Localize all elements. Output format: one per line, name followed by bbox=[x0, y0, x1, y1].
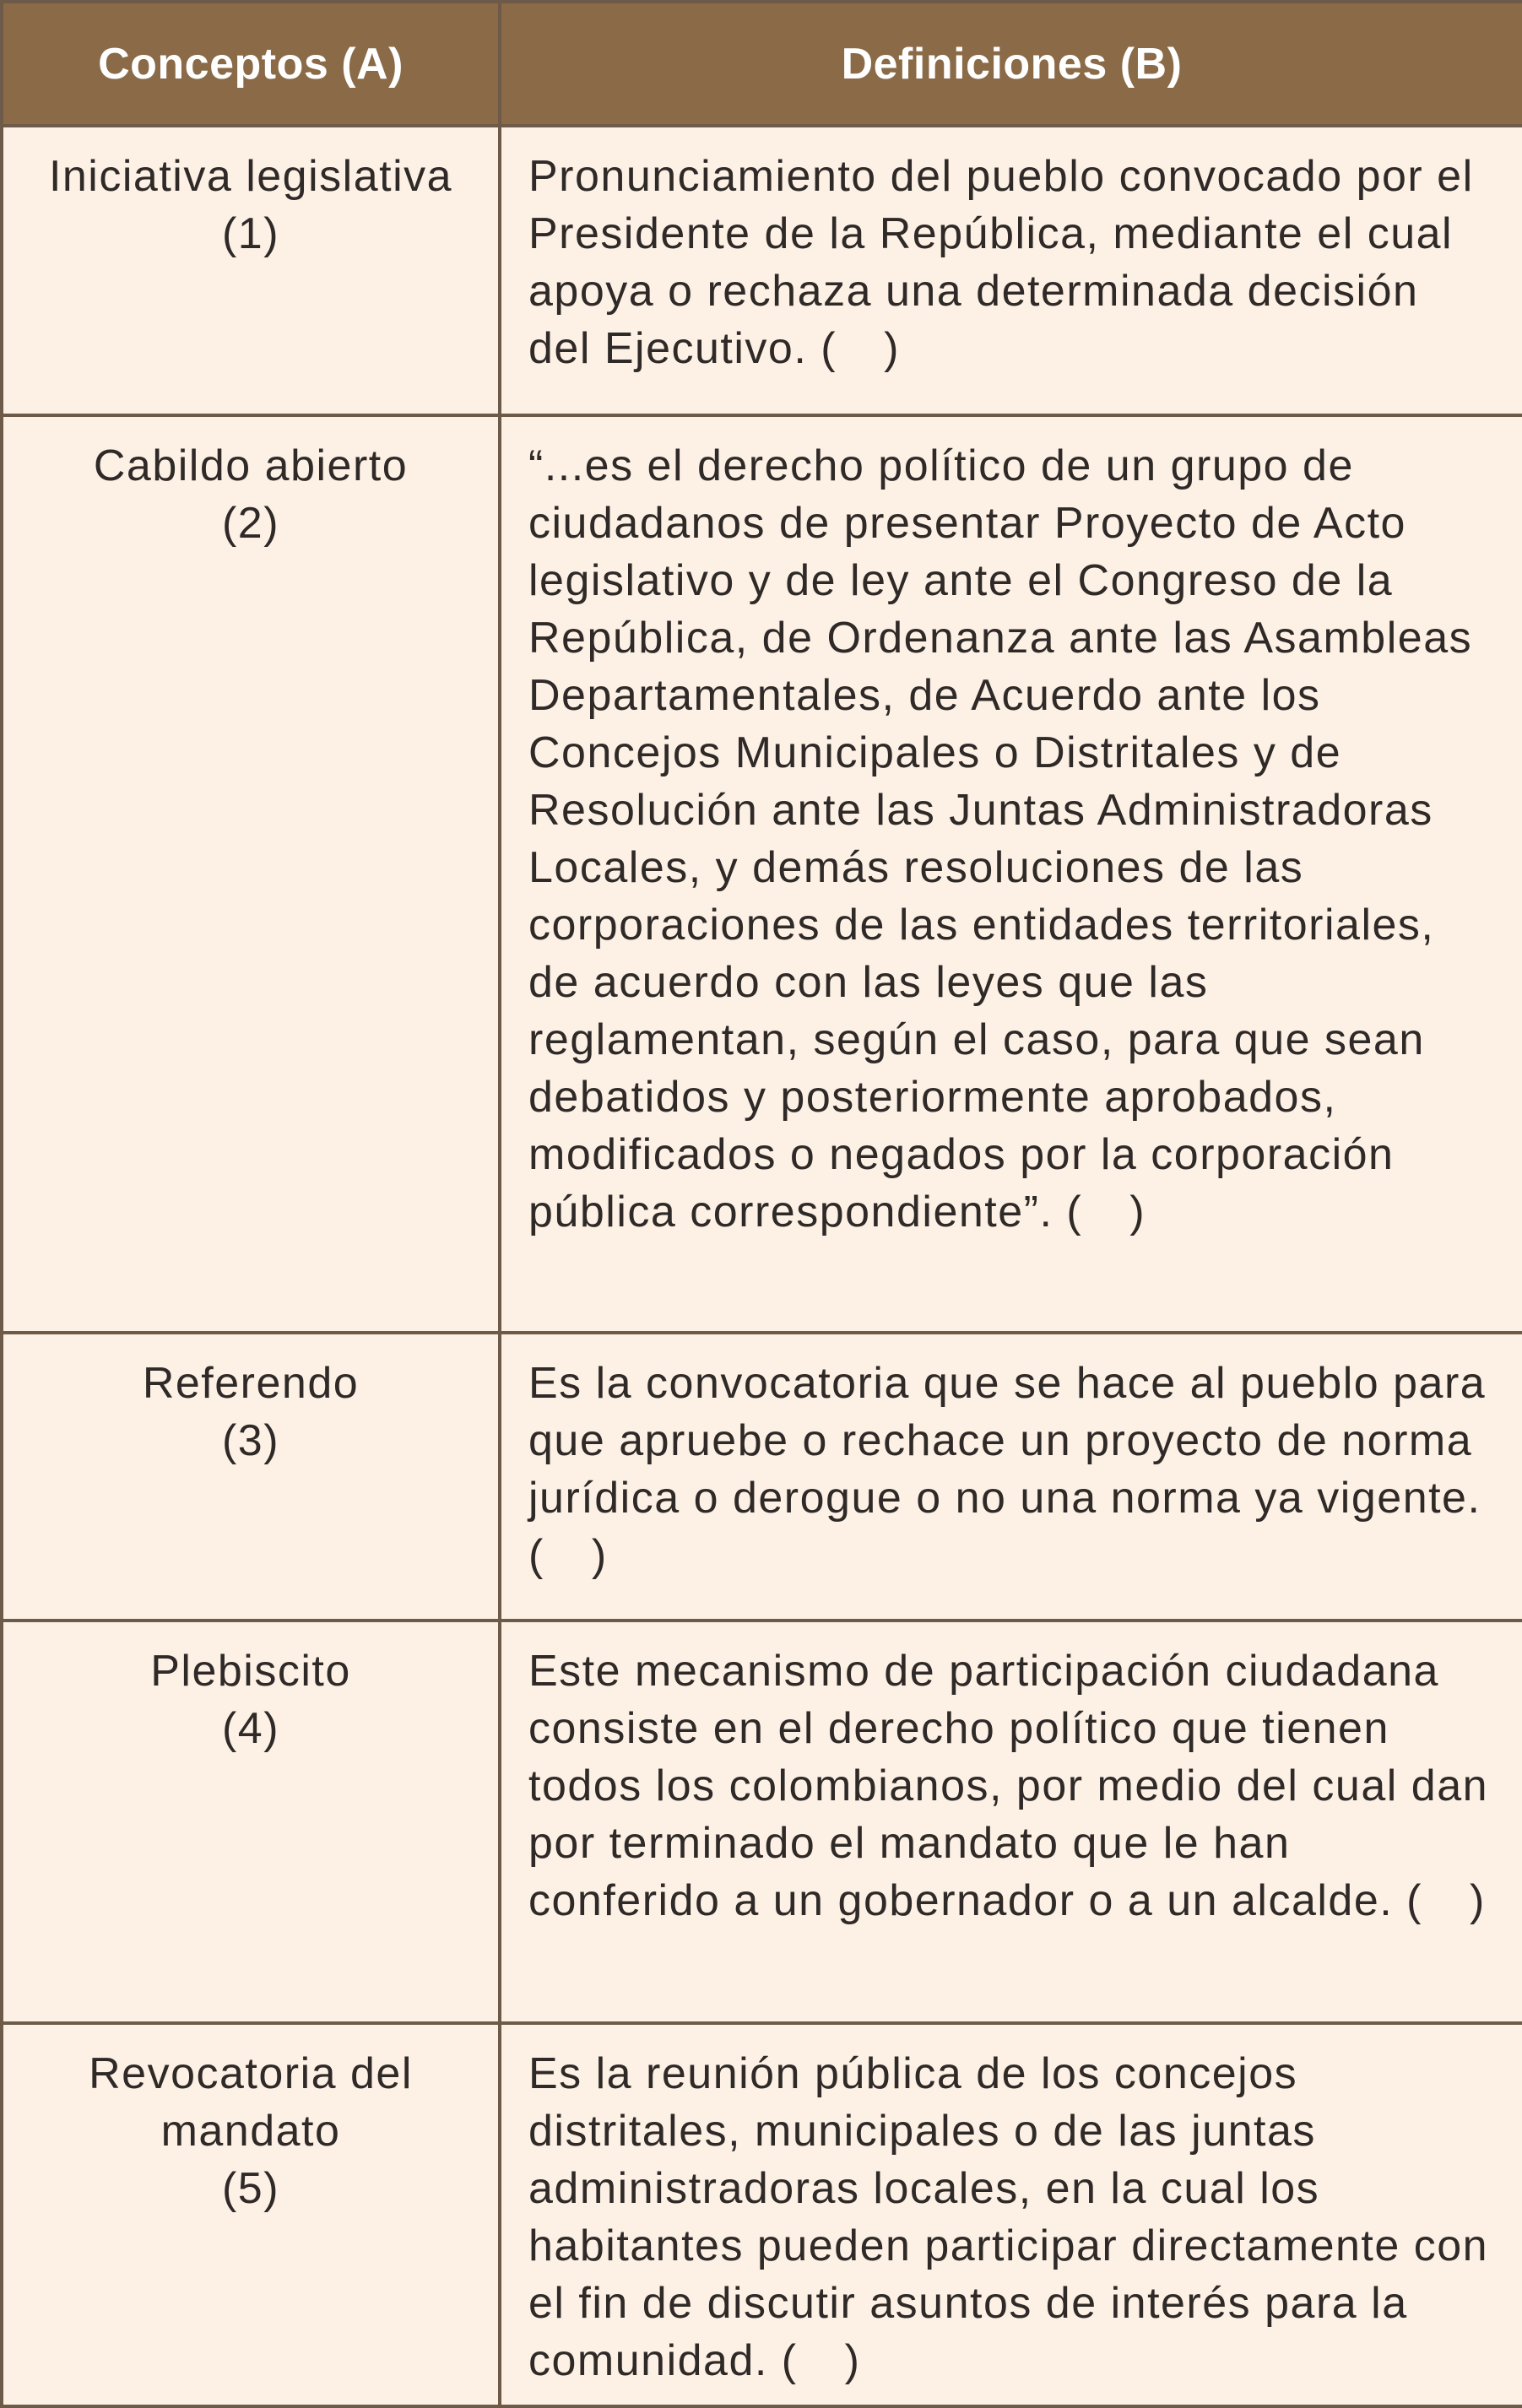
answer-blank-close: ) bbox=[1470, 1876, 1486, 1925]
concept-cell bbox=[2, 415, 500, 1333]
definition-text: Este mecanismo de participación ciudadana consiste en el derecho político que tienen todos los colombianos, por medio del cual dan por terminado el mandato que le han conferido a un gobernador o a un alcalde. bbox=[528, 1647, 1489, 1925]
answer-blank-open: ( bbox=[1406, 1876, 1422, 1925]
concept-name: Plebiscito bbox=[150, 1647, 351, 1696]
header-definitions: Definiciones (B) bbox=[500, 2, 1522, 126]
answer-blank[interactable] bbox=[528, 1531, 608, 1580]
answer-blank-open: ( bbox=[1066, 1188, 1083, 1236]
concept-name: Referendo bbox=[142, 1359, 360, 1408]
definition-cell bbox=[500, 126, 1522, 415]
definition-cell bbox=[500, 1333, 1522, 1621]
concept-number: (5) bbox=[221, 2164, 280, 2213]
concept-number: (4) bbox=[221, 1704, 280, 1753]
table-row bbox=[2, 1333, 1522, 1621]
answer-blank-open: ( bbox=[821, 324, 837, 373]
table-row bbox=[2, 1621, 1522, 2023]
answer-blank-open: ( bbox=[781, 2336, 798, 2385]
answer-blank[interactable] bbox=[821, 324, 900, 373]
header-row bbox=[2, 2, 1522, 126]
answer-blank-close: ) bbox=[844, 2336, 861, 2385]
concept-name: Cabildo abierto bbox=[93, 441, 409, 490]
answer-blank[interactable] bbox=[782, 2336, 861, 2385]
answer-blank-close: ) bbox=[884, 324, 900, 373]
answer-blank[interactable] bbox=[1066, 1188, 1146, 1236]
definition-cell bbox=[500, 1621, 1522, 2023]
header-concepts: Conceptos (A) bbox=[2, 2, 500, 126]
concept-name: Revocatoria del mandato bbox=[89, 2049, 413, 2156]
concept-cell bbox=[2, 2023, 500, 2406]
definition-cell bbox=[500, 2023, 1522, 2406]
definition-cell bbox=[500, 415, 1522, 1333]
concept-name: Iniciativa legislativa bbox=[48, 152, 453, 201]
definition-text: “...es el derecho político de un grupo de ciudadanos de presentar Proyecto de Acto legislativo y de ley ante el Congreso de la República, de Ordenanza ante las Asambleas Departamentales, de Acuerdo ante los Concejos Municipales o Distritales y de Resolución ante las Juntas Administradoras Locales, y demás resoluciones de las corporaciones de las entidades territoriales, de acuerdo con las leyes que las reglamentan, según el caso, para que sean debatidos y posteriormente aprobados, modificados o negados por la corporación pública correspondiente”. bbox=[528, 441, 1473, 1236]
concept-number: (2) bbox=[221, 499, 280, 548]
table-row bbox=[2, 2023, 1522, 2406]
concept-number: (1) bbox=[221, 209, 280, 258]
answer-blank-close: ) bbox=[1129, 1188, 1146, 1236]
answer-blank-open: ( bbox=[528, 1531, 544, 1580]
answer-blank-close: ) bbox=[591, 1531, 608, 1580]
concept-cell bbox=[2, 1621, 500, 2023]
concept-number: (3) bbox=[221, 1416, 280, 1465]
table-row bbox=[2, 126, 1522, 415]
definition-text: Pronunciamiento del pueblo convocado por el Presidente de la República, mediante el cual apoya o rechaza una determinada decisión del Ejecutivo. bbox=[528, 152, 1474, 373]
concept-cell bbox=[2, 1333, 500, 1621]
answer-blank[interactable] bbox=[1406, 1876, 1486, 1925]
definition-text: Es la convocatoria que se hace al pueblo para que apruebe o rechace un proyecto de norma jurídica o derogue o no una norma ya vigente. bbox=[528, 1359, 1487, 1523]
table-row bbox=[2, 415, 1522, 1333]
concept-cell bbox=[2, 126, 500, 415]
definition-text: Es la reunión pública de los concejos distritales, municipales o de las juntas administradoras locales, en la cual los habitantes pueden participar directamente con el fin de discutir asuntos de interés para la comunidad. bbox=[528, 2049, 1489, 2385]
